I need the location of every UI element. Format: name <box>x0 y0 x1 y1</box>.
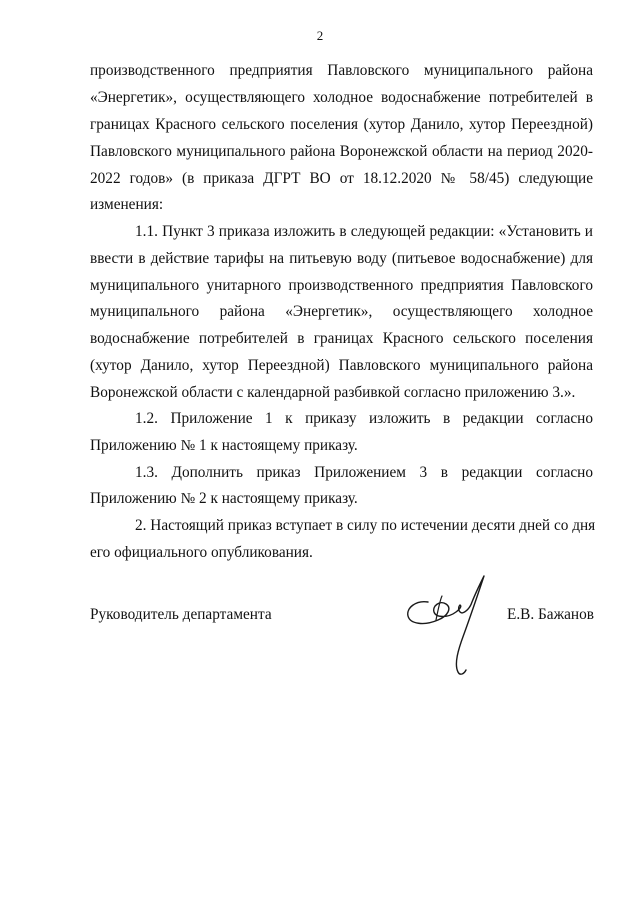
body-line: границах Красного сельского поселения (хутор Данило, хутор Переездной) <box>90 116 593 133</box>
body-line: муниципального унитарного производственного предприятия Павловского <box>90 277 593 294</box>
paragraph-1-3-start: 1.3. Дополнить приказ Приложением 3 в редакции согласно <box>135 464 593 481</box>
handwritten-signature <box>398 572 494 680</box>
paragraph-1-2-start: 1.2. Приложение 1 к приказу изложить в редакции согласно <box>135 410 593 427</box>
body-line: «Энергетик», осуществляющего холодное водоснабжение потребителей в <box>90 89 593 106</box>
body-line: производственного предприятия Павловского муниципального района <box>90 62 593 79</box>
body-line: Приложению № 1 к настоящему приказу. <box>90 437 358 454</box>
body-line: муниципального района «Энергетик», осуществляющего холодное <box>90 303 593 320</box>
body-line: водоснабжение потребителей в границах Красного сельского поселения <box>90 330 593 347</box>
body-line: Павловского муниципального района Воронежской области на период 2020- <box>90 143 593 160</box>
paragraph-1-1-start: 1.1. Пункт 3 приказа изложить в следующей редакции: «Установить и <box>135 223 593 240</box>
body-line: ввести в действие тарифы на питьевую воду (питьевое водоснабжение) для <box>90 250 593 267</box>
body-line: (хутор Данило, хутор Переездной) Павловского муниципального района <box>90 357 593 374</box>
signature-position-title: Руководитель департамента <box>90 606 272 623</box>
body-line: 2022 годов» (в приказа ДГРТ ВО от 18.12.2020 № 58/45) следующие <box>90 170 593 187</box>
body-line: Воронежской области с календарной разбивкой согласно приложению 3.». <box>90 384 576 401</box>
body-line: Приложению № 2 к настоящему приказу. <box>90 490 358 507</box>
page-number: 2 <box>316 28 324 43</box>
body-line: его официального опубликования. <box>90 544 313 561</box>
signer-name: Е.В. Бажанов <box>506 606 594 623</box>
paragraph-2-start: 2. Настоящий приказ вступает в силу по истечении десяти дней со дня <box>135 517 596 534</box>
body-line: изменения: <box>90 196 164 213</box>
